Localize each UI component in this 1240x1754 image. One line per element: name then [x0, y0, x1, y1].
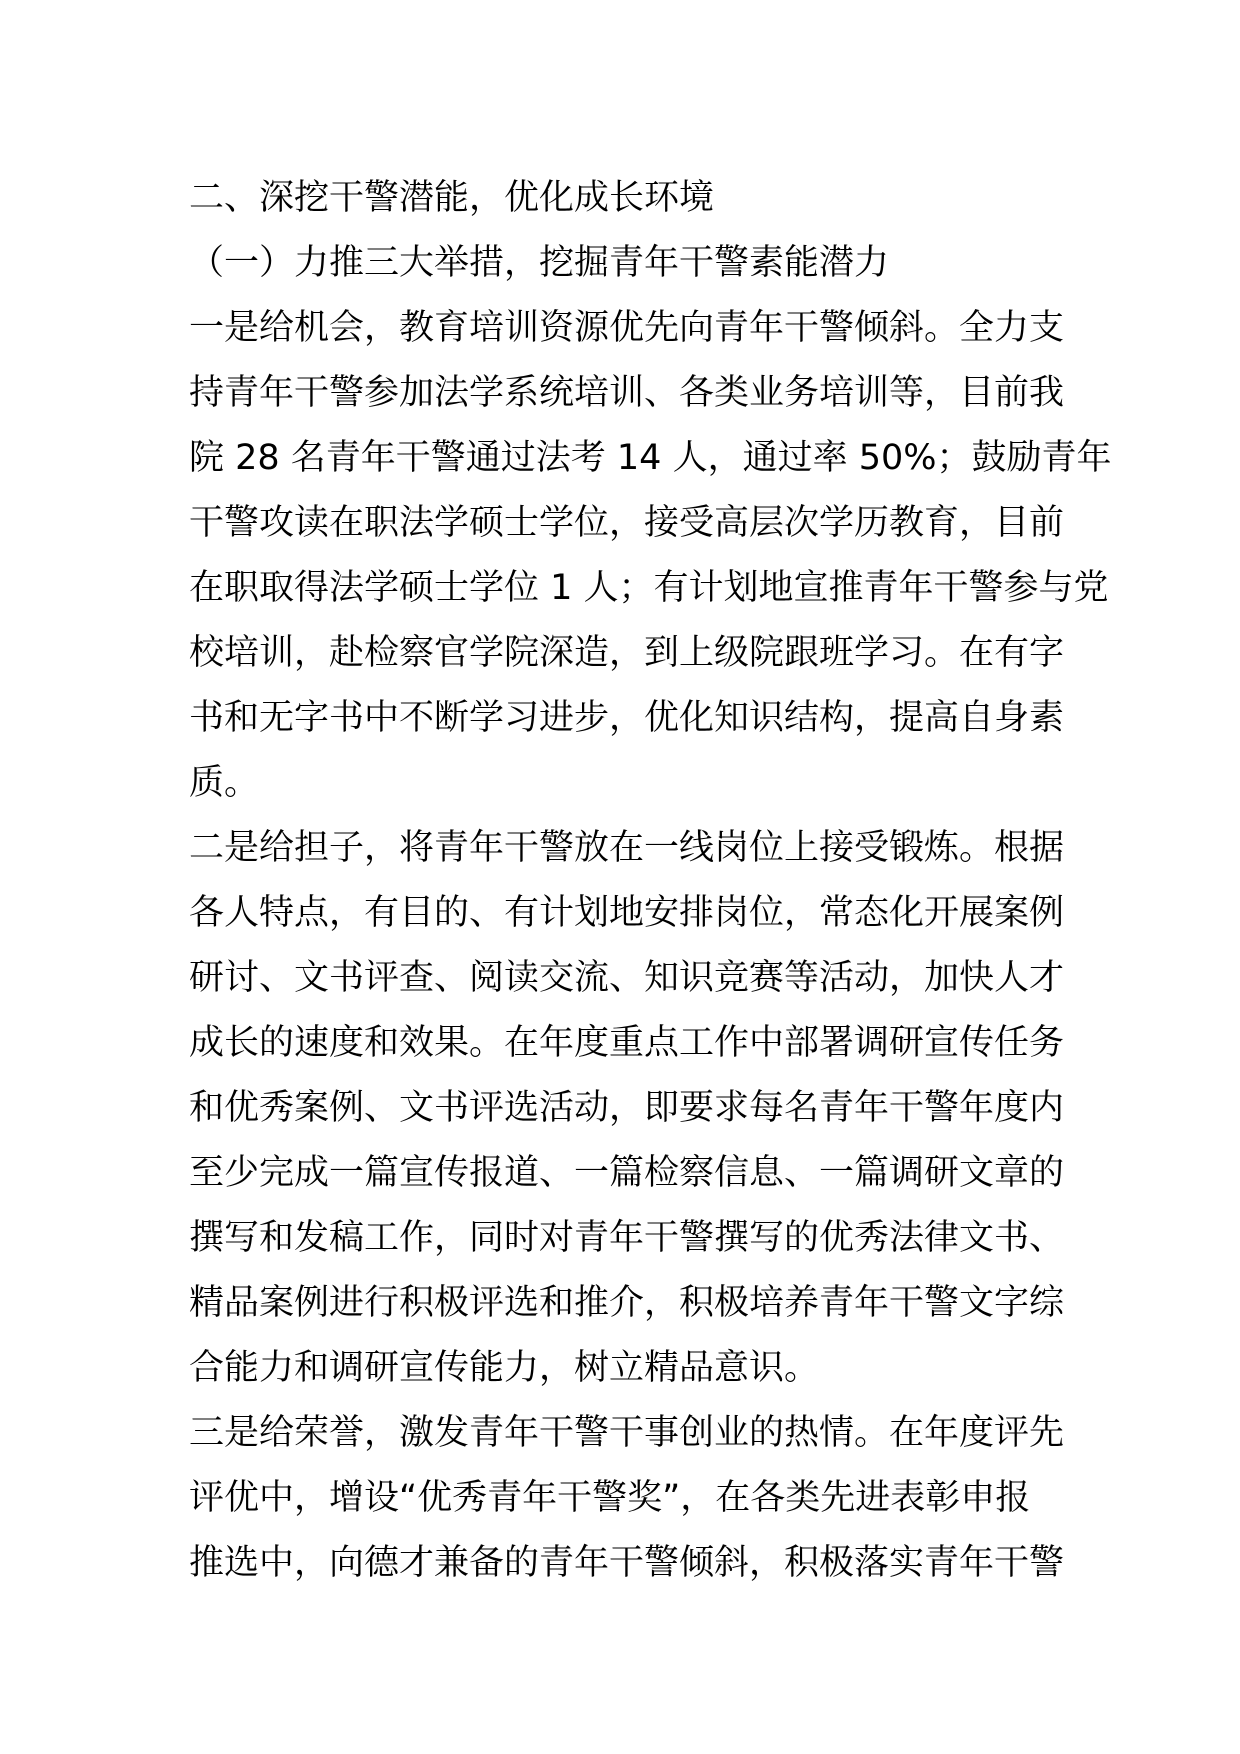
paragraph-line: 二是给担子，将青年干警放在一线岗位上接受锻炼。根据	[189, 828, 1065, 868]
paragraph-line: 推选中，向德才兼备的青年干警倾斜，积极落实青年干警	[189, 1543, 1065, 1583]
paragraph-line: 质。	[189, 763, 260, 803]
paragraph-line: 三是给荣誉，激发青年干警干事创业的热情。在年度评先	[189, 1413, 1065, 1453]
paragraph-line: 至少完成一篇宣传报道、一篇检察信息、一篇调研文章的	[189, 1153, 1065, 1193]
paragraph-line: 各人特点，有目的、有计划地安排岗位，常态化开展案例	[189, 893, 1065, 933]
section-heading: 二、深挖干警潜能，优化成长环境	[189, 178, 715, 218]
paragraph-line: 合能力和调研宣传能力，树立精品意识。	[189, 1348, 820, 1388]
paragraph-line: 精品案例进行积极评选和推介，积极培养青年干警文字综	[189, 1283, 1065, 1323]
paragraph-line: 院 28 名青年干警通过法考 14 人，通过率 50%；鼓励青年	[189, 438, 1112, 478]
paragraph-line: 干警攻读在职法学硕士学位，接受高层次学历教育，目前	[189, 503, 1065, 543]
document-body	[189, 166, 1112, 1596]
paragraph-line: 研讨、文书评查、阅读交流、知识竞赛等活动，加快人才	[189, 958, 1065, 998]
paragraph-line: 一是给机会，教育培训资源优先向青年干警倾斜。全力支	[189, 308, 1065, 348]
paragraph-honor	[189, 1401, 1069, 1596]
subsection-heading: （一）力推三大举措，挖掘青年干警素能潜力	[189, 243, 890, 283]
paragraph-line: 撰写和发稿工作，同时对青年干警撰写的优秀法律文书、	[189, 1218, 1065, 1258]
paragraph-line: 持青年干警参加法学系统培训、各类业务培训等，目前我	[189, 373, 1065, 413]
paragraph-responsibility	[189, 816, 1069, 1401]
paragraph-line: 评优中，增设“优秀青年干警奖”，在各类先进表彰申报	[189, 1478, 1031, 1518]
paragraph-opportunity	[189, 296, 1112, 816]
paragraph-line: 在职取得法学硕士学位 1 人；有计划地宣推青年干警参与党	[189, 568, 1109, 608]
paragraph-line: 书和无字书中不断学习进步，优化知识结构，提高自身素	[189, 698, 1065, 738]
paragraph-line: 校培训，赴检察官学院深造，到上级院跟班学习。在有字	[189, 633, 1065, 673]
paragraph-line: 成长的速度和效果。在年度重点工作中部署调研宣传任务	[189, 1023, 1065, 1063]
paragraph-line: 和优秀案例、文书评选活动，即要求每名青年干警年度内	[189, 1088, 1065, 1128]
